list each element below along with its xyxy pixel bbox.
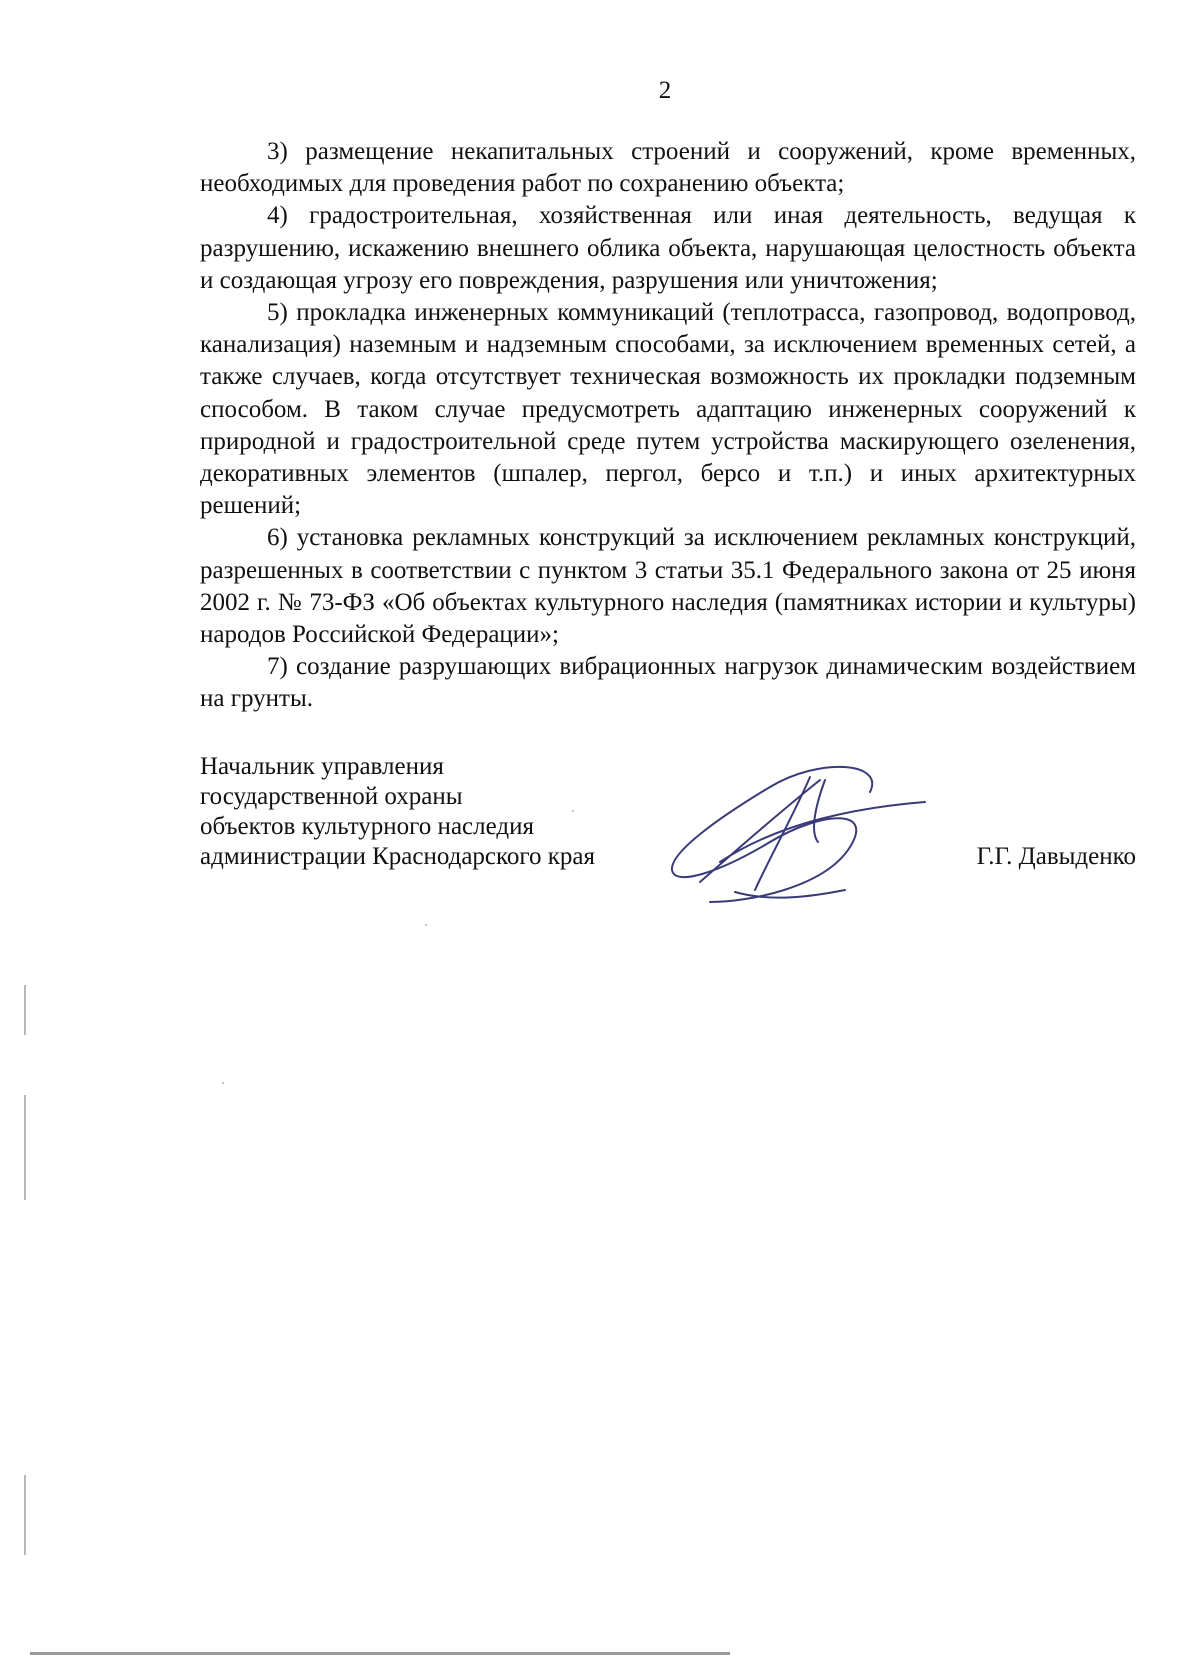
scan-edge-mark — [24, 1095, 26, 1200]
list-item: 3) размещение некапитальных строений и сооружений, кроме временных, необходимых для проведения работ по сохранению объекта; — [200, 138, 1136, 198]
scan-speck — [425, 924, 427, 926]
list-item: 7) создание разрушающих вибрационных нагрузок динамическим воздействием на грунты. — [200, 653, 1136, 713]
list-item: 6) установка рекламных конструкций за исключением рекламных конструкций, разрешенных в соответствии с пунктом 3 статьи 35.1 Федерального закона от 25 июня 2002 г. № 73-ФЗ «Об объектах культурного наследия (памятниках истории и культуры) народов Российской Федерации»; — [200, 524, 1136, 649]
signer-name: Г.Г. Давыденко — [976, 843, 1136, 870]
scan-speck — [572, 810, 574, 812]
handwritten-signature — [660, 752, 960, 912]
signature-block — [200, 752, 1136, 912]
signer-position-line: администрации Краснодарского края — [200, 843, 596, 870]
list-item: 5) прокладка инженерных коммуникаций (теплотрасса, газопровод, водопровод, канализация) наземным и надземным способами, за исключением временных сетей, а также случаев, когда отсутствует техническая возможность их прокладки подземным способом. В таком случае предусмотреть адаптацию инженерных сооружений к природной и градостроительной среде путем устройства маскирующего озеленения, декоративных элементов (шпалер, пергол, берсо и т.п.) и иных архитектурных решений; — [200, 299, 1136, 520]
scan-edge-mark — [24, 1475, 26, 1555]
signer-position — [200, 752, 660, 872]
document-body — [200, 136, 1136, 716]
signer-position-line: Начальник управления — [200, 753, 444, 780]
page-number: 2 — [658, 77, 672, 104]
list-item: 4) градостроительная, хозяйственная или иная деятельность, ведущая к разрушению, искажению внешнего облика объекта, нарушающая целостность объекта и создающая угрозу его повреждения, разрушения или уничтожения; — [200, 202, 1136, 294]
signer-position-line: государственной охраны — [200, 783, 463, 810]
scan-edge-mark — [24, 985, 26, 1035]
signer-position-line: объектов культурного наследия — [200, 813, 534, 840]
scan-bottom-edge — [30, 1652, 730, 1655]
scan-speck — [222, 1082, 224, 1084]
